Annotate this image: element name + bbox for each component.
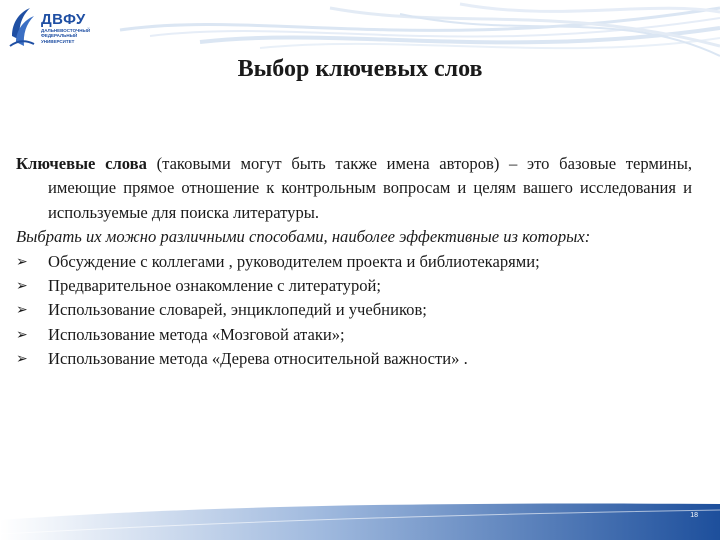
logo-name: ДВФУ xyxy=(41,11,86,28)
arrow-bullet-icon: ➢ xyxy=(16,278,28,295)
arrow-bullet-icon: ➢ xyxy=(16,253,28,270)
methods-intro: Выбрать их можно различными способами, наиболее эффективные из которых: xyxy=(16,227,591,247)
methods-list xyxy=(16,250,692,372)
keywords-term: Ключевые слова xyxy=(16,154,147,173)
list-item xyxy=(16,298,692,322)
logo-emblem-icon xyxy=(8,6,36,48)
arrow-bullet-icon: ➢ xyxy=(16,302,28,319)
slide-title: Выбор ключевых слов xyxy=(237,56,483,82)
list-item xyxy=(16,274,692,298)
definition-text: (таковыми могут быть также имена авторов) – это базовые термины, имеющие прямое отношение к контрольным вопросам и целям вашего исследования и используемые для поиска литературы. xyxy=(48,154,692,222)
list-item-text: Обсуждение с коллегами , руководителем проекта и библиотекарями; xyxy=(48,251,540,271)
list-item-text: Предварительное ознакомление с литературой; xyxy=(48,276,382,296)
footer-wave-bar xyxy=(0,500,720,540)
list-item-text: Использование метода «Мозговой атаки»; xyxy=(48,324,345,344)
list-item-text: Использование словарей, энциклопедий и учебников; xyxy=(48,300,427,320)
header-wave-decoration xyxy=(0,0,720,60)
arrow-bullet-icon: ➢ xyxy=(16,326,28,343)
page-number: 18 xyxy=(690,512,698,519)
logo-subtitle: ДАЛЬНЕВОСТОЧНЫЙ ФЕДЕРАЛЬНЫЙ УНИВЕРСИТЕТ xyxy=(41,28,91,44)
list-item xyxy=(16,250,692,274)
slide-body xyxy=(16,152,692,372)
list-item xyxy=(16,347,692,371)
university-logo xyxy=(8,6,108,50)
list-item-text: Использование метода «Дерева относительной важности» . xyxy=(48,349,468,369)
definition-paragraph xyxy=(16,152,692,225)
list-item xyxy=(16,323,692,347)
arrow-bullet-icon: ➢ xyxy=(16,351,28,368)
